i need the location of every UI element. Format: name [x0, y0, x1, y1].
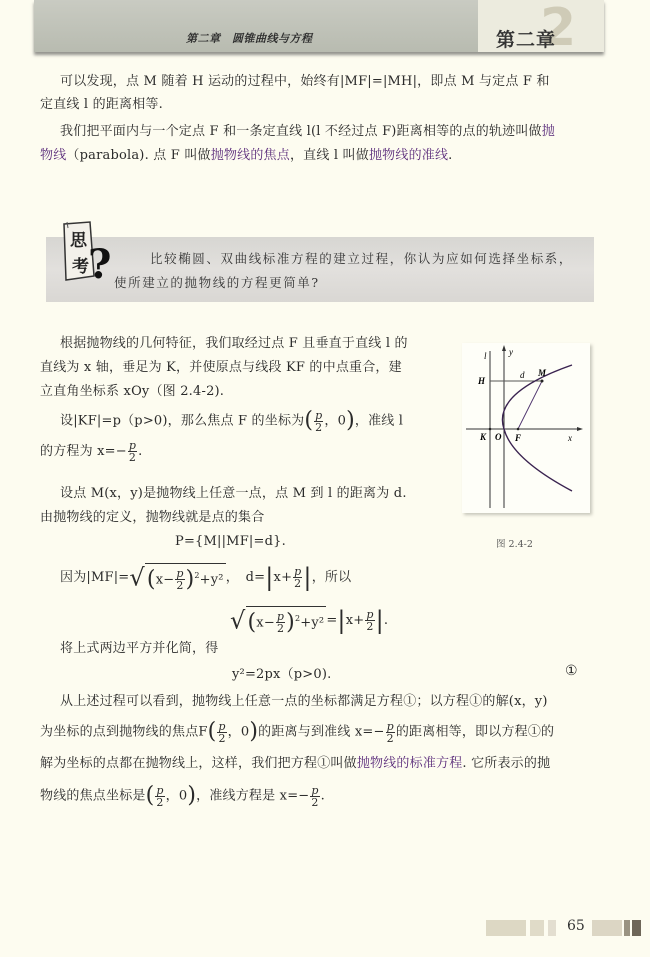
chapter-label: 第二章: [496, 29, 557, 51]
text: ，0: [324, 413, 347, 429]
numerator: p: [315, 408, 323, 422]
point-K: [489, 428, 492, 431]
denominator: 2: [294, 577, 302, 591]
term-directrix: 抛物线的准线: [368, 148, 449, 163]
paragraph-line: 从上述过程可以看到，抛物线上任意一点的坐标都满足方程①；以方程①的解(x，y): [60, 694, 548, 709]
fraction-p-over-2: [155, 785, 164, 808]
paren: (: [145, 783, 155, 808]
label-x: x: [568, 433, 572, 443]
term-standard-equation: 抛物线的标准方程: [356, 756, 463, 771]
label-d: d: [520, 370, 525, 380]
text: +y²: [199, 572, 224, 588]
fraction-p-over-2: [175, 568, 184, 591]
paragraph-line: [40, 440, 142, 464]
text: x−: [155, 572, 175, 588]
denominator: 2: [366, 620, 374, 634]
think-line-1: 比较椭圆、双曲线标准方程的建立过程，你认为应如何选择坐标系，: [150, 251, 574, 266]
think-line-2: 使所建立的抛物线的方程更简单?: [114, 275, 320, 290]
paragraph-line: 定直线 l 的距离相等.: [40, 97, 163, 112]
numerator: p: [128, 439, 137, 452]
text: ，准线方程是 x=−: [196, 788, 310, 804]
paragraph-line: [40, 784, 325, 809]
numerator: p: [176, 567, 184, 581]
definition-line: [40, 144, 453, 168]
text: .: [138, 444, 143, 459]
numerator: p: [276, 610, 285, 624]
distance-equation: √(x− $\frac{p}{2}$ )$^2$+y² =|x+ $\frac{p}{2}$ |.: [230, 606, 389, 636]
running-header: [34, 0, 604, 58]
numerator: p: [156, 783, 164, 797]
paren: (: [304, 408, 314, 433]
numerator: p: [218, 719, 226, 733]
fraction-p-over-2: [310, 785, 319, 808]
label-H: H: [478, 376, 486, 386]
footer-bar: [632, 920, 641, 936]
paren: ): [249, 719, 259, 744]
term-focus: 抛物线的焦点: [210, 148, 290, 163]
abs-bar: |: [337, 606, 346, 635]
x-axis-arrow-icon: [577, 427, 583, 431]
question-mark-icon: ?: [88, 241, 112, 286]
denominator: 2: [128, 451, 137, 464]
segment-MF: [518, 381, 542, 429]
sqrt-body: (x− $\frac{p}{2}$ )$^2$+y²: [246, 606, 327, 635]
fraction-p-over-2: [128, 440, 137, 463]
abs-bar: |: [265, 563, 274, 592]
point-M: [541, 380, 544, 383]
text: .: [383, 613, 389, 629]
abs-bar: |: [375, 606, 384, 635]
denominator: 2: [386, 731, 394, 745]
sqrt-sign: √: [129, 563, 145, 592]
text: ，准线 l: [354, 413, 404, 429]
numerator: p: [366, 608, 374, 622]
text: x−: [256, 615, 275, 631]
denominator: 2: [176, 579, 184, 593]
paragraph-line: 直线为 x 轴，垂足为 K，并使原点与线段 KF 的中点重合，建: [40, 360, 402, 375]
footer-bar: [624, 920, 630, 936]
fraction-p-over-2: [386, 721, 395, 744]
text: ，0: [227, 724, 250, 740]
text: 解为坐标的点都在抛物线上，这样，我们把方程①叫做: [40, 756, 357, 771]
fraction-p-over-2: [314, 410, 323, 433]
text: ，0: [165, 788, 188, 804]
paragraph-line: [40, 720, 554, 745]
fraction-p-over-2: [276, 611, 285, 634]
numerator: p: [311, 783, 319, 797]
paren: ): [286, 609, 295, 635]
paragraph-line: 根据抛物线的几何特征，我们取经过点 F 且垂直于直线 l 的: [60, 336, 408, 351]
definition-line: [60, 120, 555, 144]
text: 的距离与到准线 x=−: [258, 724, 385, 740]
paren: (: [146, 566, 156, 592]
fraction-p-over-2: [217, 721, 226, 744]
numerator: p: [294, 565, 302, 579]
paragraph-line: 设点 M(x，y)是抛物线上任意一点，点 M 到 l 的距离为 d.: [60, 486, 407, 501]
text: 我们把平面内与一个定点 F 和一条定直线 l(l 不经过点 F)距离相等的点的轨迹叫做: [60, 124, 542, 139]
text: （parabola). 点 F 叫做: [66, 148, 211, 163]
paragraph-line: [40, 752, 550, 776]
paragraph-line: 将上式两边平方并化简，得: [60, 641, 219, 656]
label-M: M: [538, 368, 547, 378]
text: x+: [345, 613, 365, 629]
paragraph-line: 可以发现，点 M 随着 H 运动的过程中，始终有|MF|=|MH|，即点 M 与定点 F 和: [60, 74, 550, 89]
paragraph-line: 立直角坐标系 xOy（图 2.4-2).: [40, 384, 225, 399]
think-char-1: 思: [70, 231, 87, 251]
text: x+: [273, 570, 293, 586]
text: ，直线 l 叫做: [289, 148, 369, 163]
think-char-2: 考: [72, 257, 89, 277]
abs-bar: |: [303, 563, 312, 592]
chapter-number-watermark: 2: [540, 0, 577, 58]
text: 设|KF|=p（p>0)，那么焦点 F 的坐标为: [60, 413, 305, 429]
paragraph-line: [60, 563, 351, 592]
label-F: F: [515, 433, 522, 443]
term-parabola: 物线: [40, 148, 67, 163]
term-parabola: 抛: [541, 124, 555, 139]
y-axis-arrow-icon: [502, 345, 506, 351]
text: ，所以: [311, 570, 352, 586]
text: +y²: [300, 615, 325, 631]
label-K: K: [480, 432, 487, 442]
paren: ): [185, 566, 195, 592]
footer-bar: [486, 920, 526, 936]
paragraph-line: 由抛物线的定义，抛物线就是点的集合: [40, 510, 265, 525]
text: . 它所表示的抛: [462, 756, 551, 771]
sqrt-sign: √: [230, 606, 246, 635]
text: ， d=: [225, 570, 266, 586]
text: 的方程为 x=−: [40, 444, 127, 459]
chapter-tab: [478, 0, 604, 58]
equation-number: ①: [565, 663, 578, 679]
paren: (: [207, 719, 217, 744]
text: 为坐标的点到抛物线的焦点F: [40, 724, 208, 740]
parabola-curve: [502, 365, 572, 491]
figure-caption: 图 2.4-2: [496, 539, 533, 550]
text: 因为|MF|=: [60, 570, 130, 586]
numerator: p: [386, 719, 394, 733]
text: 物线的焦点坐标是: [40, 788, 146, 804]
fraction-p-over-2: [365, 609, 374, 632]
denominator: 2: [276, 622, 285, 636]
point-F: [517, 428, 520, 431]
set-equation: P={M||MF|=d}.: [175, 534, 286, 549]
denominator: 2: [315, 420, 323, 434]
label-l: l: [484, 351, 487, 361]
label-y: y: [509, 347, 513, 357]
standard-equation: y²=2px（p>0).: [232, 667, 332, 682]
figure-parabola: [462, 343, 590, 513]
fraction-p-over-2: [293, 566, 302, 589]
text: 的距离相等，即以方程①的: [395, 724, 555, 740]
label-O: O: [495, 432, 502, 442]
sqrt-body: (x− $\frac{p}{2}$ )$^2$+y²: [145, 563, 226, 592]
denominator: 2: [156, 795, 164, 809]
footer-bar: [548, 920, 556, 936]
paren: ): [346, 408, 355, 433]
footer-bar: [592, 920, 622, 936]
text: .: [448, 148, 453, 163]
think-icon: [58, 220, 118, 284]
paren: (: [247, 609, 257, 635]
denominator: 2: [311, 795, 319, 809]
denominator: 2: [218, 731, 226, 745]
text: .: [320, 788, 325, 804]
running-title: 第二章 圆锥曲线与方程: [186, 32, 313, 45]
think-question: [114, 247, 580, 295]
page-number: 65: [567, 918, 585, 934]
paren: ): [187, 783, 197, 808]
paragraph-line: [60, 409, 403, 434]
footer-bar: [530, 920, 544, 936]
